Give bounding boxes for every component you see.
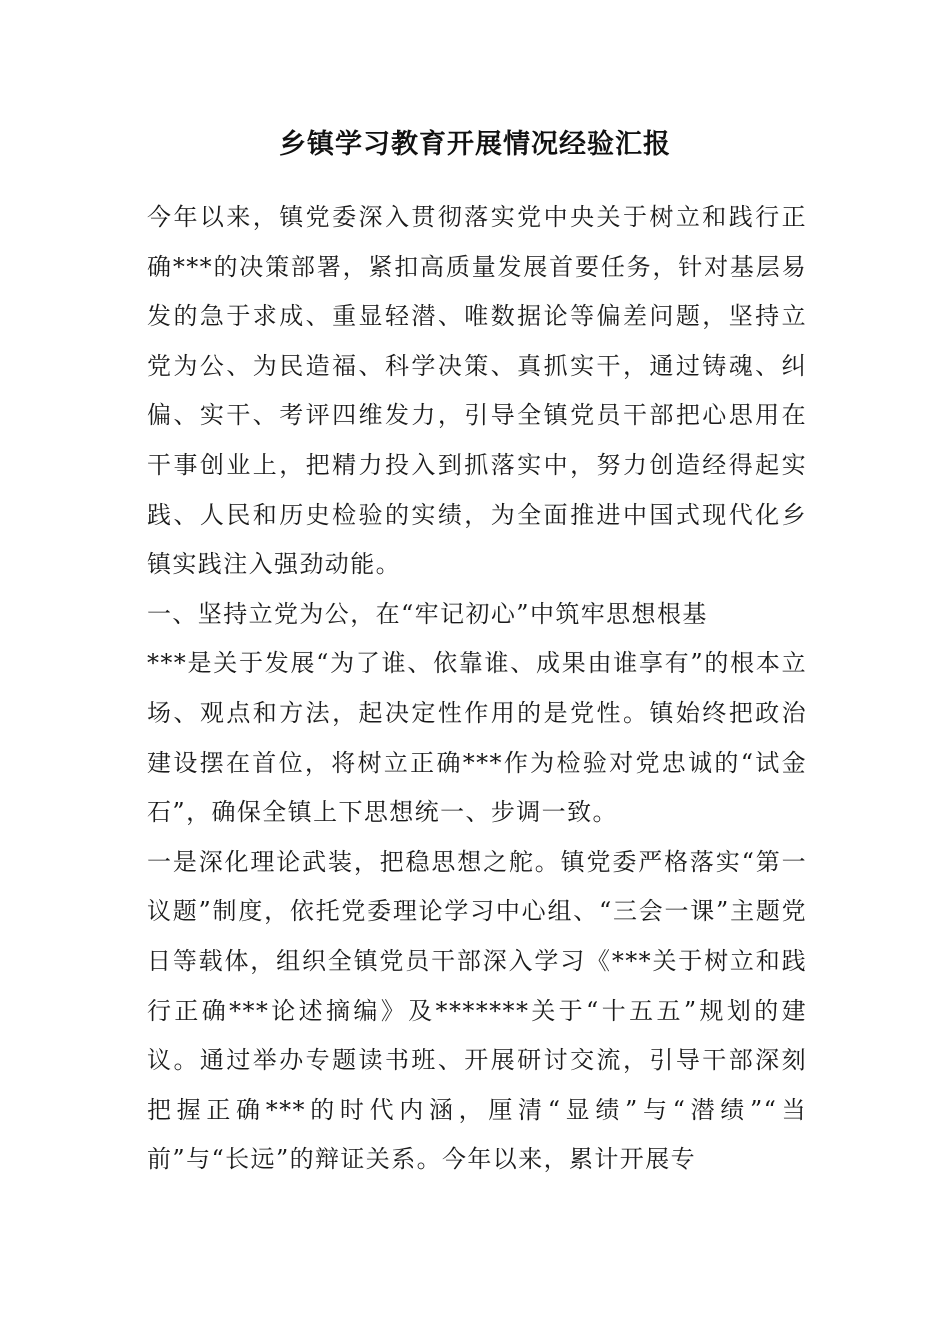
point-paragraph: 一是深化理论武装，把稳思想之舵。镇党委严格落实“第一议题”制度，依托党委理论学习中心组、“三会一课”主题党日等载体，组织全镇党员干部深入学习《***关于树立和践行正确***论述摘编》及*******关于“十五五”规划的建议。通过举办专题读书班、开展研讨交流，引导干部深刻把握正确***的时代内涵，厘清“显绩”与“潜绩”“当前”与“长远”的辩证关系。今年以来，累计开展专 [147, 847, 807, 1174]
section-paragraph: ***是关于发展“为了谁、依靠谁、成果由谁享有”的根本立场、观点和方法，起决定性作用的是党性。镇始终把政治建设摆在首位，将树立正确***作为检验对党忠诚的“试金石”，确保全镇上下思想统一、步调一致。 [147, 649, 807, 827]
document-body [147, 193, 807, 1185]
document-title: 乡镇学习教育开展情况经验汇报 [279, 129, 671, 160]
intro-paragraph: 今年以来，镇党委深入贯彻落实党中央关于树立和践行正确***的决策部署，紧扣高质量发展首要任务，针对基层易发的急于求成、重显轻潜、唯数据论等偏差问题，坚持立党为公、为民造福、科学决策、真抓实干，通过铸魂、纠偏、实干、考评四维发力，引导全镇党员干部把心思用在干事创业上，把精力投入到抓落实中，努力创造经得起实践、人民和历史检验的实绩，为全面推进中国式现代化乡镇实践注入强劲动能。 [147, 203, 807, 579]
section-heading: 一、坚持立党为公，在“牢记初心”中筑牢思想根基 [147, 599, 708, 628]
